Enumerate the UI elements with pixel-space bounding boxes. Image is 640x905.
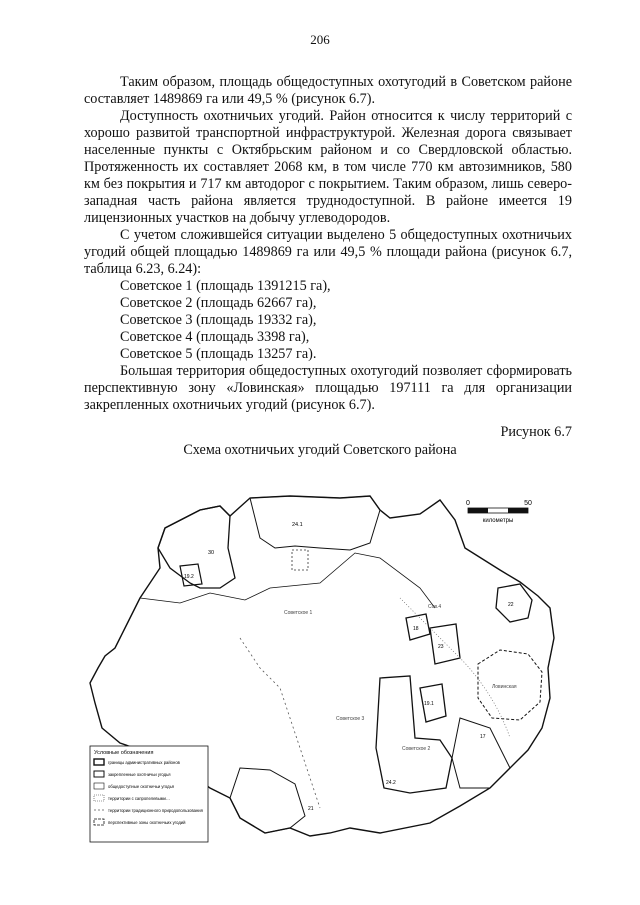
zone-list-item: Советское 5 (площадь 13257 га). bbox=[120, 346, 317, 362]
zone-label: 22 bbox=[508, 602, 514, 608]
zone-label: Советское 1 bbox=[284, 610, 313, 616]
legend-item: перспективные зоны охотничьих угодий bbox=[108, 820, 186, 825]
page-number: 206 bbox=[310, 32, 330, 47]
zone-label: 19.2 bbox=[184, 574, 194, 580]
zone-label: 23 bbox=[438, 644, 444, 650]
protected-area bbox=[292, 550, 308, 570]
legend-item: границы административных районов bbox=[108, 760, 180, 765]
legend-title: Условные обозначения bbox=[94, 750, 154, 756]
zone-label: 21 bbox=[308, 806, 314, 812]
zone-list-item: Советское 1 (площадь 1391215 га), bbox=[120, 278, 331, 294]
map-legend bbox=[90, 746, 208, 842]
legend-item: территории традиционного природопользования bbox=[108, 808, 203, 813]
zone-23-boundary bbox=[430, 624, 460, 664]
zone-24-2-boundary bbox=[376, 676, 452, 793]
zone-24-1-boundary bbox=[250, 496, 380, 550]
zone-21-boundary bbox=[230, 768, 305, 833]
zone-label: 30 bbox=[208, 550, 215, 556]
paragraph: Доступность охотничьих угодий. Район относится к числу территорий с хорошо развитой транспортной инфраструктурой. Железная дорога связывает населенные пункты с Октябрьским районом и со Свердловской областью. Протяженность их составляет 2068 км, в том числе 770 км автозимников, 580 км без покрытия и 717 км автодорог с покрытием. Таким образом, лишь северо-западная часть района является труднодоступной. В районе имеется 19 лицензионных участков на добычу углеводородов. bbox=[84, 108, 572, 226]
zone-label: Ловинская bbox=[492, 684, 517, 690]
zone-list-item: Советское 2 (площадь 62667 га), bbox=[120, 295, 317, 311]
paragraph: Большая территория общедоступных охотугодий позволяет сформировать перспективную зону «Ловинская» площадью 197111 га для организации закрепленных охотничьих угодий (рисунок 6.7). bbox=[84, 363, 572, 413]
legend-item: территории с сапропелевыми… bbox=[108, 796, 171, 801]
zone-30-boundary bbox=[158, 506, 235, 588]
scale-zero: 0 bbox=[466, 500, 470, 507]
zone-22-boundary bbox=[496, 584, 532, 622]
legend-item: закрепленные охотничьи угодья bbox=[108, 772, 171, 777]
zone-label: 17 bbox=[480, 734, 486, 740]
zone-label: 24.1 bbox=[292, 522, 303, 528]
zone-list-item: Советское 4 (площадь 3398 га), bbox=[120, 329, 310, 345]
zone-label: Сов.4 bbox=[428, 604, 442, 610]
zone-label: 24.2 bbox=[386, 780, 396, 786]
scale-bar bbox=[466, 500, 532, 524]
paragraph: Таким образом, площадь общедоступных охотугодий в Советском районе составляет 1489869 га или 49,5 % (рисунок 6.7). bbox=[84, 74, 572, 107]
legend-item: общедоступные охотничьи угодья bbox=[108, 784, 175, 789]
zone-label: Советское 2 bbox=[402, 746, 431, 752]
zone-label: 18 bbox=[413, 626, 419, 632]
scale-unit: километры bbox=[482, 518, 514, 524]
scale-max: 50 bbox=[524, 500, 532, 507]
river-line bbox=[400, 598, 510, 738]
zone-label: 19.1 bbox=[424, 701, 434, 707]
zone-label: Советское 3 bbox=[336, 716, 365, 722]
figure-caption: Схема охотничьих угодий Советского района bbox=[183, 442, 457, 458]
zone-list-item: Советское 3 (площадь 19332 га), bbox=[120, 312, 317, 328]
traditional-land-line bbox=[240, 638, 320, 808]
figure-label: Рисунок 6.7 bbox=[500, 424, 572, 440]
body-text bbox=[84, 74, 572, 414]
hunting-grounds-map bbox=[80, 488, 580, 848]
zone-sov1-inner-line bbox=[140, 553, 435, 608]
paragraph: С учетом сложившейся ситуации выделено 5 общедоступных охотничьих угодий общей площадью 1489869 га или 49,5 % площади района (рисунок 6.7, таблица 6.23, 6.24): bbox=[84, 227, 572, 277]
